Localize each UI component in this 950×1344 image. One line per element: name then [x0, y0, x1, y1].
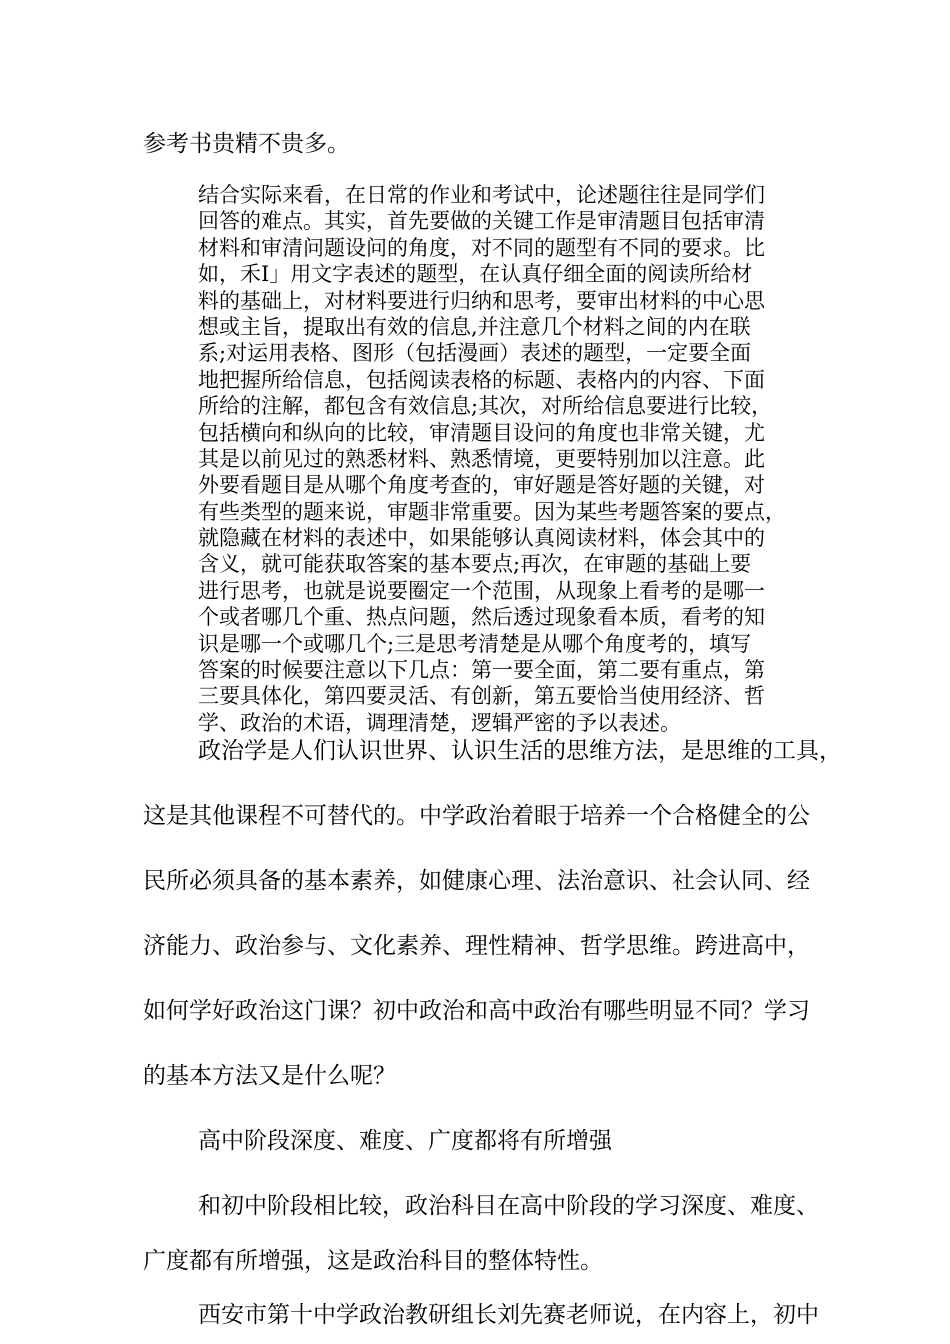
body-line: 这是其他课程不可替代的。中学政治着眼于培养一个合格健全的公 — [143, 803, 810, 829]
quote-line: 识是哪一个或哪几个;三是思考清楚是从哪个角度考的，填写 — [198, 631, 752, 656]
quote-line: 三要具体化，第四要灵活、有创新，第五要恰当使用经济、哲 — [198, 684, 765, 709]
body-line: 的基本方法又是什么呢？ — [143, 1063, 396, 1089]
quote-line: 外要看题目是从哪个角度考查的，审好题是答好题的关键，对 — [198, 473, 765, 498]
body-line: 济能力、政治参与、文化素养、理性精神、哲学思维。跨进高中， — [143, 933, 810, 959]
quote-line: 包括横向和纵向的比较，审清题目设问的角度也非常关键，尤 — [198, 420, 765, 445]
quote-line: 结合实际来看，在日常的作业和考试中，论述题往往是同学们 — [198, 183, 765, 207]
quote-line: 学、政治的术语，调理清楚，逻辑严密的予以表述。 — [198, 710, 681, 735]
section-heading: 高中阶段深度、难度、广度都将有所增强 — [198, 1128, 612, 1154]
quote-line: 料的基础上，对材料要进行归纳和思考，要审出材料的中心思 — [198, 288, 765, 313]
quote-line: 个或者哪几个重、热点问题，然后透过现象看本质，看考的知 — [198, 605, 765, 630]
body-line: 和初中阶段相比较，政治科目在高中阶段的学习深度、难度、 — [198, 1193, 819, 1219]
quote-line: 系;对运用表格、图形（包括漫画）表述的题型，一定要全面 — [198, 341, 752, 366]
quote-line: 其是以前见过的熟悉材料、熟悉情境，更要特别加以注意。此 — [198, 446, 765, 471]
quote-line: 所给的注解，都包含有效信息;其次，对所给信息要进行比较， — [198, 394, 773, 419]
quote-line: 进行思考，也就是说要圈定一个范围，从现象上看考的是哪一 — [198, 578, 765, 603]
quote-line: 如，禾I」用文字表述的题型，在认真仔细全面的阅读所给材 — [198, 262, 753, 287]
body-line: 如何学好政治这门课？初中政治和高中政治有哪些明显不同？学习 — [143, 998, 810, 1024]
quote-line: 含义，就可能获取答案的基本要点;再次，在审题的基础上要 — [198, 552, 752, 577]
intro-line: 参考书贵精不贵多。 — [143, 131, 350, 157]
quote-line: 想或主旨，提取出有效的信息,并注意几个材料之间的内在联 — [198, 314, 751, 339]
quote-line: 地把握所给信息，包括阅读表格的标题、表格内的内容、下面 — [198, 367, 765, 392]
quote-line: 答案的时候要注意以下几点：第一要全面，第二要有重点，第 — [198, 658, 765, 683]
quote-line: 有些类型的题来说，审题非常重要。因为某些考题答案的要点， — [198, 499, 786, 524]
quote-block — [198, 182, 823, 736]
body-line: 民所必须具备的基本素养，如健康心理、法治意识、社会认同、经 — [143, 868, 810, 894]
body-line: 广度都有所增强，这是政治科目的整体特性。 — [143, 1248, 603, 1274]
quote-line: 材料和审清问题设问的角度，对不同的题型有不同的要求。比 — [198, 235, 765, 260]
body-line: 政治学是人们认识世界、认识生活的思维方法，是思维的工具， — [198, 738, 842, 764]
body-line: 西安市第十中学政治教研组长刘先赛老师说，在内容上，初中 — [198, 1302, 819, 1328]
quote-line: 就隐藏在材料的表述中，如果能够认真阅读材料，体会其中的 — [198, 526, 765, 551]
quote-line: 回答的难点。其实，首先要做的关键工作是审清题目包括审清 — [198, 209, 765, 234]
